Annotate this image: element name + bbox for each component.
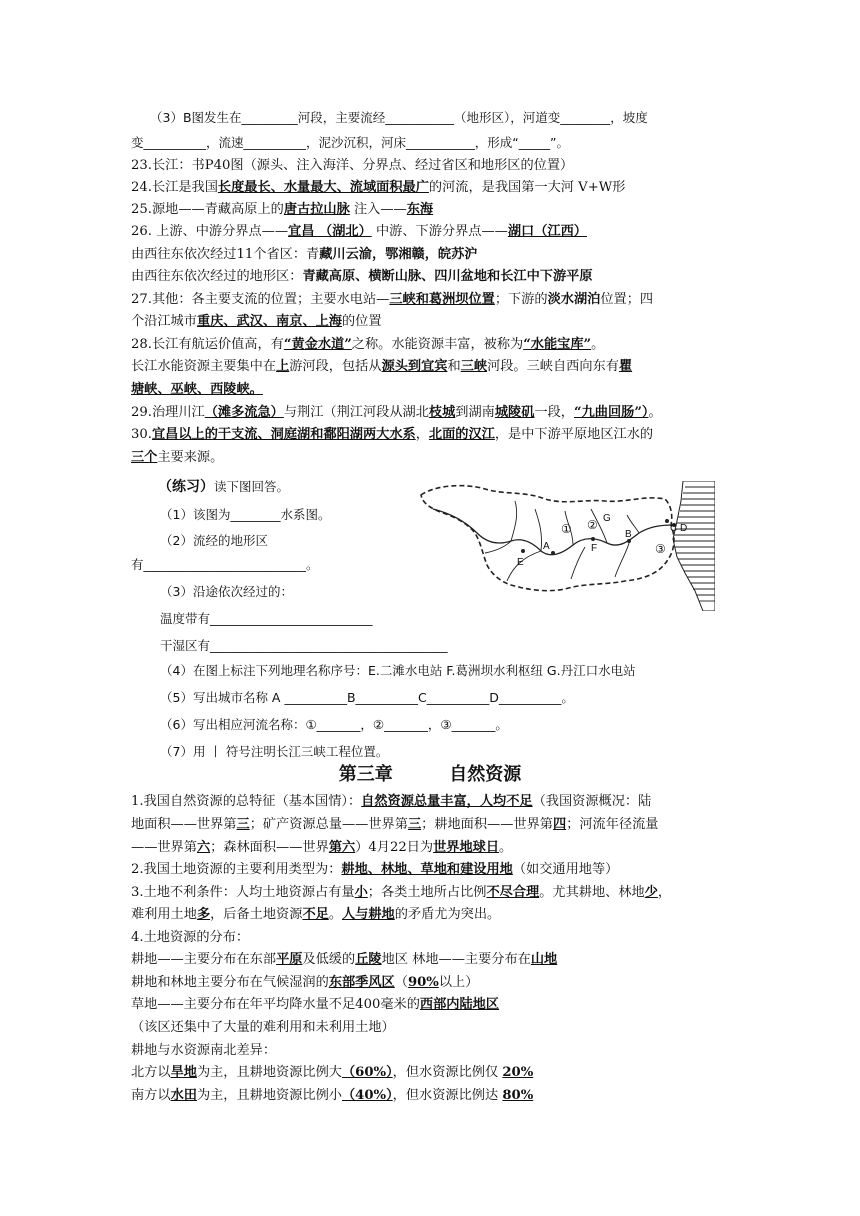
text-run: “黄金水道” (283, 337, 352, 352)
text-run: 草地——主要分布在年平均降水量不足400毫米的 (131, 997, 420, 1012)
city-dot-a (551, 551, 555, 555)
map-label-b: B (625, 529, 632, 540)
text-run: 与荆江（荆江河段从湖北 (283, 405, 429, 420)
text-run: 北方以 (131, 1065, 171, 1080)
text-run: ——世界第 (131, 840, 197, 855)
line-m7 (131, 927, 249, 948)
text-run: 耕地与水资源南北差异： (131, 1043, 277, 1058)
text-run: 城陵矶 (494, 405, 535, 420)
text-run: 24.长江是我国 (131, 180, 218, 195)
text-run: 个沿江城市 (131, 314, 197, 329)
text-run: 上 (276, 359, 290, 374)
text-run: 枝城 (428, 405, 456, 420)
text-run: 地区 林地——主要分布在 (381, 952, 531, 967)
text-run: （60%） (342, 1065, 393, 1080)
line-m14 (131, 1085, 533, 1106)
text-run: 北面的汉江 (428, 427, 495, 442)
text-run: 三 (236, 817, 250, 832)
exercise-q2b: 有__________________________。 (131, 557, 319, 572)
text-run: 唐古拉山脉 (283, 202, 350, 217)
text-run: 90% (407, 975, 439, 990)
exercise-q2a: （2）流经的地形区 (160, 533, 268, 548)
line-l5 (131, 199, 433, 220)
basin-boundary (421, 486, 674, 591)
text-run: 及低缓的 (302, 952, 356, 967)
line-l14 (131, 402, 662, 423)
text-run: 4.土地资源的分布： (131, 930, 250, 945)
text-run: 平原 (276, 952, 303, 967)
text-run: “水能宝库” (523, 337, 592, 352)
text-run: 宜昌 （湖北） (288, 224, 372, 239)
text-run: 三 (407, 817, 422, 832)
text-run: 四 (553, 817, 567, 832)
text-run: ，后备土地资源 (210, 907, 303, 922)
text-run: ；耕地面积——世界第 (421, 817, 553, 832)
text-run: 25.源地——青藏高原上的 (131, 202, 284, 217)
text-run: 27.其他：各主要支流的位置；主要水电站— (131, 292, 390, 307)
line-l10 (131, 311, 382, 332)
map-circled-2: ② (587, 518, 598, 532)
text-run: 三峡和葛洲坝位置 (389, 292, 495, 307)
line-m9 (131, 972, 478, 993)
text-run: 河段。三峡自西向东有 (487, 359, 619, 374)
text-run: ；矿产资源总量——世界第 (249, 817, 408, 832)
text-run: 水田 (170, 1088, 197, 1103)
text-run: 注入—— (349, 202, 407, 217)
text-run: 。尤其耕地、林地 (539, 885, 645, 900)
text-run: 3.土地不利条件：人均土地资源占有量 (131, 885, 355, 900)
exercise-q4: （4）在图上标注下列地理名称序号：E.二滩水电站 F.葛洲坝水利枢纽 G.丹江口水电站 (160, 663, 636, 678)
exercise-q6: （6）写出相应河流名称：①_______，②_______，③_______。 (160, 717, 508, 732)
text-run: （ (394, 975, 408, 990)
text-run: 28.长江有航运价值高，有 (131, 337, 284, 352)
text-run: 耕地、林地、草地和建设用地 (341, 862, 513, 877)
map-label-g: G (603, 513, 611, 524)
text-run: 中游、下游分界点—— (371, 224, 508, 239)
line-m4 (131, 859, 618, 880)
text-run: 由西往东依次经过11个省区：青 (131, 247, 320, 262)
text-run: 变__________，流速__________，泥沙沉积，河床___________，形成“_____”。 (131, 135, 569, 150)
text-run: （如交通用地等） (512, 862, 619, 877)
text-run: 源头到宜宾 (381, 359, 448, 374)
sea-hatching (673, 481, 715, 611)
text-run: 淡水湖泊 (547, 292, 601, 307)
tributaries (485, 501, 639, 581)
line-m12 (131, 1040, 276, 1061)
text-run: 宜昌以上的干支流、洞庭湖和鄱阳湖两大水系 (151, 427, 416, 442)
text-run: （3）B图发生在_________河段，主要流经___________（地形区），河道变________，坡度 (150, 110, 648, 125)
text-run: 湖口（江西） (507, 224, 587, 239)
text-run: ， (415, 427, 429, 442)
line-l3 (131, 155, 573, 176)
text-run: 2.我国土地资源的主要利用类型为： (131, 862, 342, 877)
text-run: 西部内陆地区 (419, 997, 500, 1012)
city-dot-e (521, 549, 525, 553)
text-run: 。 (591, 337, 605, 352)
text-run: 三峡 (460, 359, 488, 374)
text-run: （40%） (342, 1088, 393, 1103)
line-m3 (131, 837, 512, 858)
text-run: 耕地——主要分布在东部 (131, 952, 277, 967)
text-run: 旱地 (170, 1065, 197, 1080)
line-l15 (131, 424, 653, 445)
text-run: 少 (644, 885, 658, 900)
text-run: 20% (502, 1065, 534, 1080)
chapter-title: 第三章 自然资源 (338, 764, 522, 785)
map-circled-3: ③ (655, 542, 666, 556)
main-river (433, 509, 673, 555)
line-l9 (131, 289, 653, 310)
text-run: 80% (502, 1088, 534, 1103)
line-m6 (131, 904, 500, 925)
line-l2 (131, 132, 569, 153)
text-run: 不足 (302, 907, 329, 922)
line-m2 (131, 814, 659, 835)
text-run: 东海 (406, 202, 434, 217)
line-m13 (131, 1062, 533, 1083)
text-run: 瞿 (618, 359, 633, 374)
text-run: 主要来源。 (157, 450, 224, 465)
line-m10 (131, 994, 499, 1015)
line-m11 (131, 1017, 395, 1038)
text-run: 。 (499, 840, 513, 855)
city-dot-c (665, 519, 669, 523)
text-run: （我国资源概况：陆 (532, 794, 652, 809)
text-run: 的河流，是我国第一大河 V+W形 (428, 180, 626, 195)
text-run: ，是中下游平原地区江水的 (494, 427, 654, 442)
text-run: 由西往东依次经过的地形区： (131, 269, 303, 284)
map-label-a: A (543, 541, 550, 552)
exercise-q3: （3）沿途依次经过的： (160, 584, 293, 599)
text-run: 30. (131, 427, 152, 442)
line-l1 (150, 107, 648, 128)
text-run: 六 (196, 840, 211, 855)
line-l8 (131, 266, 593, 287)
text-run: 长度最长、水量最大、流域面积最广 (217, 180, 429, 195)
exercise-heading-rest: 读下图回答。 (214, 479, 290, 494)
text-run: 一段， (534, 405, 574, 420)
text-run: 为主，且耕地资源比例大 (196, 1065, 342, 1080)
text-run: 为主，且耕地资源比例小 (196, 1088, 342, 1103)
text-run: 26. 上游、中游分界点—— (131, 224, 289, 239)
line-l13 (131, 379, 263, 400)
text-run: 以上） (438, 975, 479, 990)
text-run: ；森林面积——世界 (210, 840, 329, 855)
text-run: 人与耕地 (342, 907, 395, 922)
text-run: ，但水资源比例达 (392, 1088, 503, 1103)
text-run: 青藏高原、横断山脉、四川盆地和长江中下游平原 (302, 269, 593, 284)
exercise-q3a: 温度带有__________________________ (160, 611, 373, 626)
text-run: ；河流年径流量 (566, 817, 659, 832)
map-label-d: D (680, 523, 688, 534)
text-run: 东部季风区 (328, 975, 395, 990)
exercise-heading: （练习） (158, 479, 214, 495)
line-l7 (131, 244, 477, 265)
text-run: 耕地和林地主要分布在气候湿润的 (131, 975, 329, 990)
text-run: 自然资源总量丰富，人均不足 (361, 794, 533, 809)
line-m8 (131, 949, 557, 970)
text-run: 世界地球日 (433, 840, 500, 855)
text-run: 长江水能资源主要集中在 (131, 359, 277, 374)
city-dot-f (591, 537, 595, 541)
line-l12 (131, 356, 632, 377)
exercise-q5: （5）写出城市名称 A __________B__________C__________D__________。 (160, 690, 574, 705)
text-run: ）4月22日为 (355, 840, 434, 855)
text-run: 不尽合理 (486, 885, 540, 900)
line-l11 (131, 334, 604, 355)
text-run: 和 (447, 359, 461, 374)
text-run: 第六 (328, 840, 356, 855)
text-run: 重庆、武汉、南京、上海 (196, 314, 342, 329)
text-run: 的矛盾尤为突出。 (394, 907, 501, 922)
text-run: ；下游的 (494, 292, 548, 307)
exercise-heading-row (158, 476, 289, 498)
exercise-q1: （1）该图为________水系图。 (160, 507, 331, 522)
line-m5 (131, 882, 671, 903)
text-run: 之称。水能资源丰富，被称为 (351, 337, 524, 352)
map-circled-1: ① (561, 522, 572, 536)
text-run: 南方以 (131, 1088, 171, 1103)
text-run: （该区还集中了大量的难利用和未利用土地） (131, 1020, 395, 1035)
yangtze-river-map (415, 481, 715, 611)
map-label-e: E (517, 557, 524, 568)
text-run: “九曲回肠”） (573, 405, 649, 420)
exercise-q7: （7）用 丨 符号注明长江三峡工程位置。 (160, 744, 389, 759)
text-run: 23.长江：书P40图（源头、注入海洋、分界点、经过省区和地形区的位置） (131, 158, 574, 173)
line-l4 (131, 177, 626, 198)
text-run: 。 (648, 405, 662, 420)
text-run: ， (657, 885, 672, 900)
text-run: （滩多流急） (204, 405, 284, 420)
text-run: 地面积——世界第 (131, 817, 237, 832)
line-l16 (131, 447, 223, 468)
text-run: 。 (328, 907, 342, 922)
text-run: 三个 (131, 450, 158, 465)
exercise-q3b: 干湿区有______________________________________ (160, 638, 448, 653)
text-run: 藏川云渝，鄂湘赣，皖苏沪 (319, 247, 478, 262)
text-run: ；各类土地所占比例 (367, 885, 487, 900)
text-run: 难利用土地 (131, 907, 197, 922)
text-run: 多 (196, 907, 211, 922)
text-run: 位置；四 (600, 292, 654, 307)
map-label-c: C (670, 523, 678, 534)
text-run: 29.治理川江 (131, 405, 205, 420)
map-label-f: F (591, 543, 598, 554)
text-run: ，但水资源比例仅 (392, 1065, 503, 1080)
text-run: 到湖南 (455, 405, 495, 420)
text-run: 的位置 (342, 314, 382, 329)
line-l6 (131, 221, 587, 242)
text-run: 山地 (530, 952, 558, 967)
text-run: 塘峡、巫峡、西陵峡。 (131, 382, 263, 397)
text-run: 游河段，包括从 (289, 359, 382, 374)
text-run: 1.我国自然资源的总特征（基本国情）： (131, 794, 362, 809)
text-run: 小 (354, 885, 368, 900)
text-run: 丘陵 (355, 952, 382, 967)
line-m1 (131, 791, 651, 812)
